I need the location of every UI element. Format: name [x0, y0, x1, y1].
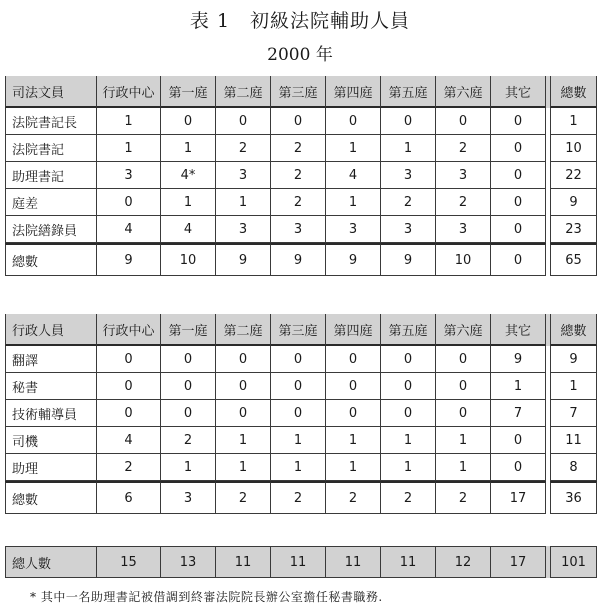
- table-cell: 0: [97, 400, 161, 427]
- row-total-cell: 22: [550, 162, 597, 189]
- table-cell: 0: [216, 373, 271, 400]
- row-total-cell: 9: [550, 189, 597, 216]
- table-row: [5, 454, 597, 481]
- row-label: 翻譯: [5, 346, 97, 373]
- table-row: [5, 400, 597, 427]
- table-cell: 0: [271, 346, 326, 373]
- table-cell: 9: [491, 346, 546, 373]
- table-cell: 0: [381, 108, 436, 135]
- table-cell: 3: [97, 162, 161, 189]
- row-total-cell: 8: [550, 454, 597, 481]
- table-cell: 2: [436, 189, 491, 216]
- table-cell: 2: [381, 481, 436, 514]
- category-header: 行政人員: [5, 314, 97, 346]
- table-cell: 3: [216, 162, 271, 189]
- table-cell: 0: [491, 243, 546, 276]
- table-cell: 1: [161, 454, 216, 481]
- row-label: 技術輔導員: [5, 400, 97, 427]
- table-cell: 3: [216, 216, 271, 243]
- table-cell: 4: [97, 216, 161, 243]
- column-header: 第一庭: [161, 76, 216, 108]
- column-header: 第二庭: [216, 76, 271, 108]
- row-total-cell: 10: [550, 135, 597, 162]
- administrative-staff-table: [5, 314, 597, 514]
- table-cell: 3: [326, 216, 381, 243]
- column-header: 第六庭: [436, 76, 491, 108]
- row-label: 法院書記: [5, 135, 97, 162]
- row-label: 助理書記: [5, 162, 97, 189]
- table-cell: 11: [271, 546, 326, 578]
- table-cell: 0: [97, 373, 161, 400]
- table-cell: 6: [97, 481, 161, 514]
- table-cell: 10: [436, 243, 491, 276]
- table-cell: 0: [491, 216, 546, 243]
- table-cell: 1: [326, 135, 381, 162]
- table-cell: 1: [491, 373, 546, 400]
- table-cell: 0: [271, 108, 326, 135]
- table-cell: 2: [97, 454, 161, 481]
- table-cell: 2: [271, 162, 326, 189]
- table-cell: 2: [216, 481, 271, 514]
- table-cell: 4: [97, 427, 161, 454]
- table-cell: 1: [97, 135, 161, 162]
- table-cell: 2: [436, 135, 491, 162]
- table-row: [5, 373, 597, 400]
- table-cell: 10: [161, 243, 216, 276]
- table-cell: 0: [161, 108, 216, 135]
- table-cell: 1: [216, 427, 271, 454]
- footnote: * 其中一名助理書記被借調到終審法院院長辦公室擔任秘書職務.: [30, 590, 383, 604]
- table-cell: 3: [436, 216, 491, 243]
- column-header: 第五庭: [381, 314, 436, 346]
- table-cell: 0: [161, 373, 216, 400]
- table-cell: 0: [436, 108, 491, 135]
- table-cell: 1: [271, 427, 326, 454]
- table-cell: 0: [491, 135, 546, 162]
- row-label: 庭差: [5, 189, 97, 216]
- table-cell: 2: [216, 135, 271, 162]
- table-cell: 9: [97, 243, 161, 276]
- table-cell: 9: [381, 243, 436, 276]
- table-cell: 9: [326, 243, 381, 276]
- row-label: 法院書記長: [5, 108, 97, 135]
- table-cell: 0: [381, 400, 436, 427]
- row-label: 助理: [5, 454, 97, 481]
- table-title: 表 1 初級法院輔助人員: [189, 10, 411, 32]
- table-cell: 17: [491, 546, 546, 578]
- table-cell: 3: [161, 481, 216, 514]
- row-total-cell: 1: [550, 108, 597, 135]
- table-cell: 1: [216, 189, 271, 216]
- table-cell: 2: [271, 135, 326, 162]
- table-cell: 0: [326, 346, 381, 373]
- table-cell: 0: [491, 162, 546, 189]
- table-cell: 0: [491, 189, 546, 216]
- table-cell: 0: [326, 108, 381, 135]
- table-cell: 2: [436, 481, 491, 514]
- table-cell: 0: [326, 373, 381, 400]
- column-header: 第三庭: [271, 76, 326, 108]
- table-cell: 0: [436, 373, 491, 400]
- table-cell: 0: [271, 400, 326, 427]
- row-total-cell: 1: [550, 373, 597, 400]
- table-cell: 1: [326, 427, 381, 454]
- table-cell: 17: [491, 481, 546, 514]
- table-cell: 4*: [161, 162, 216, 189]
- total-row: [5, 481, 597, 514]
- table-cell: 0: [491, 427, 546, 454]
- row-label: 總數: [5, 481, 97, 514]
- table-row: [5, 216, 597, 243]
- row-total-cell: 7: [550, 400, 597, 427]
- row-label: 總數: [5, 243, 97, 276]
- row-total-cell: 23: [550, 216, 597, 243]
- table-cell: 1: [271, 454, 326, 481]
- table-cell: 13: [161, 546, 216, 578]
- row-total-cell: 65: [550, 243, 597, 276]
- row-label: 秘書: [5, 373, 97, 400]
- column-header: 行政中心: [97, 314, 161, 346]
- column-header: 第四庭: [326, 314, 381, 346]
- total-row: [5, 243, 597, 276]
- row-label: 總人數: [5, 546, 97, 578]
- table-cell: 1: [436, 454, 491, 481]
- table-row: [5, 108, 597, 135]
- row-total-cell: 36: [550, 481, 597, 514]
- column-header: 第五庭: [381, 76, 436, 108]
- judicial-staff-table: [5, 76, 597, 276]
- table-cell: 12: [436, 546, 491, 578]
- table-cell: 0: [381, 346, 436, 373]
- row-total-cell: 101: [550, 546, 597, 578]
- column-header: 行政中心: [97, 76, 161, 108]
- table-cell: 7: [491, 400, 546, 427]
- table-cell: 0: [161, 346, 216, 373]
- row-total-cell: 9: [550, 346, 597, 373]
- column-header-total: 總數: [550, 314, 597, 346]
- table-cell: 15: [97, 546, 161, 578]
- table-cell: 0: [491, 454, 546, 481]
- header-row: [5, 314, 597, 346]
- table-cell: 0: [491, 108, 546, 135]
- table-cell: 1: [216, 454, 271, 481]
- header-row: [5, 76, 597, 108]
- table-cell: 0: [326, 400, 381, 427]
- column-header: 第二庭: [216, 314, 271, 346]
- column-header: 其它: [491, 314, 546, 346]
- table-cell: 2: [326, 481, 381, 514]
- table-row: [5, 189, 597, 216]
- year-heading: 2000 年: [267, 45, 333, 65]
- table-cell: 4: [326, 162, 381, 189]
- grand-total-row: [5, 546, 597, 578]
- table-cell: 1: [326, 454, 381, 481]
- table-cell: 3: [271, 216, 326, 243]
- grand-total-table: [5, 546, 597, 578]
- category-header: 司法文員: [5, 76, 97, 108]
- table-row: [5, 427, 597, 454]
- column-header: 第四庭: [326, 76, 381, 108]
- row-label: 司機: [5, 427, 97, 454]
- column-header: 第六庭: [436, 314, 491, 346]
- table-cell: 1: [326, 189, 381, 216]
- table-cell: 2: [161, 427, 216, 454]
- table-row: [5, 346, 597, 373]
- table-cell: 0: [436, 400, 491, 427]
- column-header: 第三庭: [271, 314, 326, 346]
- table-cell: 0: [381, 373, 436, 400]
- table-cell: 1: [381, 135, 436, 162]
- column-header: 其它: [491, 76, 546, 108]
- table-cell: 1: [381, 454, 436, 481]
- table-cell: 1: [97, 108, 161, 135]
- table-cell: 0: [436, 346, 491, 373]
- table-row: [5, 135, 597, 162]
- column-header: 第一庭: [161, 314, 216, 346]
- table-cell: 0: [216, 346, 271, 373]
- table-cell: 1: [436, 427, 491, 454]
- table-cell: 0: [97, 189, 161, 216]
- row-label: 法院繕錄員: [5, 216, 97, 243]
- table-cell: 11: [381, 546, 436, 578]
- table-cell: 2: [271, 481, 326, 514]
- table-cell: 0: [216, 108, 271, 135]
- table-cell: 11: [326, 546, 381, 578]
- table-cell: 2: [381, 189, 436, 216]
- table-row: [5, 162, 597, 189]
- table-cell: 0: [216, 400, 271, 427]
- table-cell: 0: [161, 400, 216, 427]
- table-cell: 3: [381, 216, 436, 243]
- column-header-total: 總數: [550, 76, 597, 108]
- row-total-cell: 11: [550, 427, 597, 454]
- table-cell: 1: [161, 135, 216, 162]
- table-cell: 4: [161, 216, 216, 243]
- table-cell: 3: [436, 162, 491, 189]
- table-cell: 2: [271, 189, 326, 216]
- table-cell: 0: [271, 373, 326, 400]
- table-cell: 9: [271, 243, 326, 276]
- table-cell: 11: [216, 546, 271, 578]
- table-cell: 1: [161, 189, 216, 216]
- table-cell: 0: [97, 346, 161, 373]
- table-cell: 1: [381, 427, 436, 454]
- table-cell: 3: [381, 162, 436, 189]
- table-cell: 9: [216, 243, 271, 276]
